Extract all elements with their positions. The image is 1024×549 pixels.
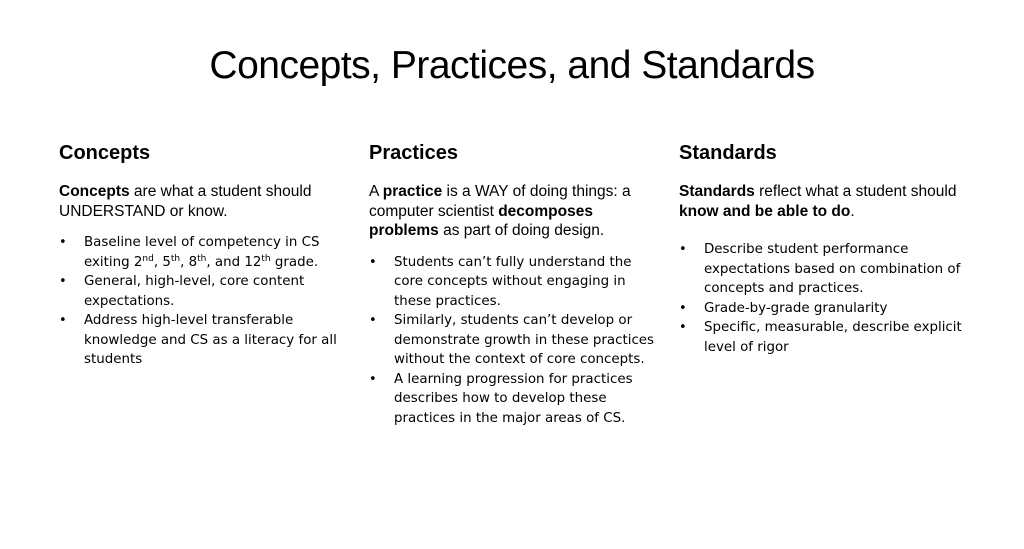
bullet-icon: • xyxy=(369,313,377,328)
intro-run: Standards xyxy=(679,183,755,200)
bullet-icon: • xyxy=(59,313,67,328)
list-item xyxy=(369,370,659,429)
bullet-icon: • xyxy=(679,242,687,257)
practices-heading: Practices xyxy=(369,142,458,164)
bullet-text xyxy=(704,318,974,357)
intro-run: reflect what a student should xyxy=(754,183,957,200)
bullet-text-run: A learning progression for practices describes how to develop these practices in the major areas of CS. xyxy=(394,371,633,426)
bullet-text xyxy=(394,253,659,312)
list-item xyxy=(59,311,344,370)
concepts-heading: Concepts xyxy=(59,142,151,164)
bullet-icon: • xyxy=(369,371,377,387)
ordinal-suffix: th xyxy=(170,253,181,264)
concepts-bullet-list xyxy=(59,233,344,370)
bullet-text-run: Specific, measurable, describe explicit level of rigor xyxy=(704,320,962,355)
practices-intro xyxy=(369,182,659,241)
intro-run: . xyxy=(850,202,855,220)
list-item xyxy=(679,299,974,319)
standards-bullet-list xyxy=(679,240,974,357)
bullet-text xyxy=(394,370,659,429)
list-item xyxy=(679,318,974,357)
bullet-text-run: Address high-level transferable knowledge and CS as a literacy for all students xyxy=(84,313,337,367)
bullet-text xyxy=(394,311,659,370)
bullet-icon: • xyxy=(369,254,377,270)
intro-run: practice xyxy=(382,183,443,200)
practices-column xyxy=(369,141,659,428)
bullet-text-run: , 5 xyxy=(153,254,171,270)
bullet-text-run: Similarly, students can’t develop or demonstrate growth in these practices without the context of core concepts. xyxy=(394,313,655,367)
bullet-icon: • xyxy=(679,320,687,335)
concepts-column xyxy=(59,141,344,370)
ordinal-suffix: nd xyxy=(142,253,154,264)
bullet-icon: • xyxy=(59,235,67,250)
intro-run: A xyxy=(369,183,383,200)
bullet-text-run: Students can’t fully understand the core concepts without engaging in these practices. xyxy=(394,254,632,309)
practices-bullet-list xyxy=(369,253,659,429)
bullet-text-run: , and 12 xyxy=(206,254,262,270)
standards-intro xyxy=(679,182,974,221)
bullet-text-run: Describe student performance expectations based on combination of concepts and practices. xyxy=(704,242,961,296)
list-item xyxy=(369,253,659,312)
intro-run: are what a student should UNDERSTAND or know. xyxy=(59,183,312,220)
intro-run: know and be able to do xyxy=(679,202,851,220)
slide-title: Concepts, Practices, and Standards xyxy=(209,44,815,87)
intro-run: as part of doing design. xyxy=(438,222,605,239)
bullet-icon: • xyxy=(59,274,67,289)
intro-run: decomposes problems xyxy=(369,202,593,239)
bullet-text-run: , 8 xyxy=(180,254,198,270)
standards-column xyxy=(679,141,974,357)
bullet-text xyxy=(84,233,344,272)
list-item xyxy=(59,272,344,311)
list-item xyxy=(369,311,659,370)
concepts-intro xyxy=(59,182,344,221)
bullet-icon: • xyxy=(679,300,687,316)
standards-heading: Standards xyxy=(679,142,777,164)
bullet-text-run: Baseline level of competency in CS exiting 2 xyxy=(84,235,320,270)
bullet-text xyxy=(704,240,974,299)
ordinal-suffix: th xyxy=(261,253,271,264)
intro-run: Concepts xyxy=(59,183,130,200)
list-item xyxy=(679,240,974,299)
bullet-text-run: grade. xyxy=(270,254,319,270)
bullet-text xyxy=(84,272,344,311)
bullet-text-run: Grade-by-grade granularity xyxy=(704,300,888,316)
list-item xyxy=(59,233,344,272)
bullet-text xyxy=(704,299,974,319)
intro-run: is a WAY of doing things: a computer scientist xyxy=(369,183,631,220)
ordinal-suffix: th xyxy=(197,253,207,264)
bullet-text-run: General, high-level, core content expectations. xyxy=(84,274,305,309)
bullet-text xyxy=(84,311,344,370)
